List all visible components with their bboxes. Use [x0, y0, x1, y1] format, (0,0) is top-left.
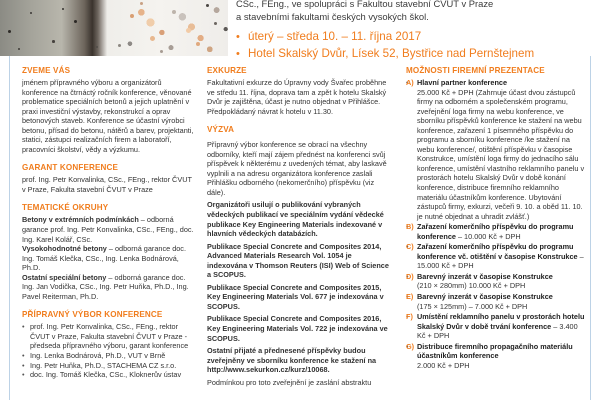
guarantor-body: prof. Ing. Petr Konvalinka, CSc., FEng., rektor ČVUT v Praze, Fakulta stavební ČVUT v Praze: [22, 175, 192, 194]
content-columns: [0, 56, 600, 400]
option-letter: • A): [406, 78, 414, 87]
bullet-icon: •: [236, 48, 240, 61]
invite-heading: ZVEME VÁS: [22, 66, 71, 75]
list-item: • doc. Ing. Tomáš Klečka, CSc., Kloknerův ústav: [22, 370, 196, 380]
option-title: Distribuce firemního propagačního materiálu účastníkům konference: [417, 341, 573, 361]
header-band: [0, 0, 600, 61]
option-title: Barevný inzerát v časopise Konstrukce: [417, 271, 553, 281]
event-date: úterý – středa 10. – 11. října 2017: [248, 30, 422, 44]
topics-heading: TEMATICKÉ OKRUHY: [22, 203, 109, 213]
option-title: Barevný inzerát v časopise Konstrukce: [417, 292, 553, 302]
option-title: Umístění reklamního panelu v prostorách hotelu Skalský Dvůr v době trvání konference: [417, 312, 585, 331]
sponsorship-heading: MOŽNOSTI FIREMNÍ PREZENTACE: [406, 66, 545, 75]
header-text-block: [236, 0, 600, 64]
option-description: – 3.400 Kč + DPH: [417, 321, 578, 341]
list-item: • Ing. Petr Huňka, Ph.D., STACHEMA CZ s.r.o.: [22, 361, 196, 371]
option-description: 2.000 Kč + DPH: [417, 360, 470, 370]
concrete-cross-section-photo: [0, 0, 228, 56]
sponsorship-option: [406, 292, 586, 311]
topic-title: Vysokohodnotné betony: [22, 244, 107, 254]
option-description: – 10.000 Kč + DPH: [455, 231, 521, 241]
sponsorship-option: [406, 312, 586, 341]
sponsorship-options-list: [406, 78, 586, 370]
column-right: [406, 65, 586, 371]
option-letter: • G): [406, 341, 415, 351]
column-left: [22, 65, 196, 380]
option-title: Hlavní partner konference: [417, 78, 508, 87]
option-description: (175 × 125mm) – 7.000 Kč + DPH: [417, 301, 528, 311]
publication-note-6: Podmínkou pro toto zveřejnění je zaslání abstraktu: [207, 377, 372, 387]
excursion-note: Předpokládaný návrat k hotelu v 11.30.: [207, 106, 334, 116]
organizer-line-2: a stavebními fakultami českých vysokých škol.: [236, 11, 429, 23]
topic-detail: – odborná garance doc. Ing. Tomáš Klečka, CSc., Ing. Lenka Bodnárová, Ph.D.: [22, 244, 186, 273]
option-description: – 15.000 Kč + DPH: [417, 251, 584, 271]
topic-detail: – odborná garance prof. Ing. Petr Konvalinka, CSc., FEng., doc. Ing. Karel Kolář, CSc.: [22, 215, 194, 244]
publication-note-1: Organizátoři usilují o publikování vybraných vědeckých publikací ve speciálním vydání vědecké publikace Key Engineering Materials indexované v hlavních vědeckých databázích.: [207, 200, 384, 239]
option-letter: • C): [406, 242, 414, 252]
call-heading: VÝZVA: [207, 125, 235, 135]
sponsorship-option: [406, 272, 586, 291]
option-letter: • F): [406, 312, 413, 322]
topic-title: Betony v extrémních podmínkách: [22, 215, 139, 225]
option-description: 25.000 Kč + DPH (Zahrnuje účast dvou zástupců firmy na odborném a společenském programu, zveřejnění loga firmy na webu konference, ve sborníku příspěvků konference ke stažení na webu konference, zařazení 1 písemného příspěvku do programu a sborníku konference /ke stažení na webu konference/, otištění příspěvku v časopise Konstrukce, umístění loga firmy do jednacího sálu konference, umístění vlastního reklamního panelu v prostorách hotelu Skalský Dvůr v době konání konference, distribuce firemního reklamního materiálu účastníkům konference. Ubytování zástupců firmy, exkurzi, večeři 9. 10. a oběd 11. 10. je nutné objednat a uhradit zvlášť.): [417, 87, 585, 221]
publication-note-3: Publikace Special Concrete and Composites 2015, Key Engineering Materials Vol. 677 je indexována v SCOPUS.: [207, 282, 384, 311]
topic-item: [22, 273, 196, 302]
committee-heading: PŘÍPRAVNÝ VÝBOR KONFERENCE: [22, 310, 163, 320]
committee-list: [22, 322, 196, 379]
list-item: • Ing. Lenka Bodnárová, Ph.D., VUT v Brně: [22, 351, 196, 361]
option-title: Zařazení komerčního příspěvku do programu konference vč. otištění v časopise Konstrukce: [417, 242, 578, 261]
option-letter: • B): [406, 222, 414, 232]
topic-title: Ostatní speciální betony: [22, 272, 107, 282]
invite-body: jménem přípravného výboru a organizátorů konference na čtrnáctý ročník konference, věnované problematice speciálních betonů a jejich uplatnění v praxi investiční výstavby, rekonstrukcí a oprav betonových staveb. Konference se účastní výrobci betonu, přísad do betonu, nátěrů a barev, projektanti, statici, zástupci realizačních firem a laboratoří, pracovníci školství, vědy a výzkumu.: [22, 78, 194, 154]
bullet-icon: •: [236, 31, 240, 44]
publication-note-2: Publikace Special Concrete and Composites 2014, Advanced Materials Research Vol. 1054 je indexována v Thomson Reuters (ISI) Web of Science a SCOPUS.: [207, 241, 389, 280]
event-date-row: [236, 30, 600, 44]
publication-note-4: Publikace Special Concrete and Composites 2016, Key Engineering Materials Vol. 722 je indexována ve SCOPUS.: [207, 314, 388, 343]
sponsorship-option: [406, 78, 586, 221]
organizer-line-1: CSc., FEng., ve spolupráci s Fakultou stavební ČVUT v Praze: [236, 0, 494, 9]
sponsorship-option: [406, 242, 586, 271]
option-title: Zařazení komerčního příspěvku do programu konference: [417, 222, 574, 241]
sponsorship-option: [406, 342, 586, 371]
left-rule: [9, 56, 10, 400]
event-venue: Hotel Skalský Dvůr, Lísek 52, Bystřice nad Pernštejnem: [248, 47, 535, 61]
option-description: (210 × 280mm) 10.000 Kč + DPH: [417, 281, 526, 291]
option-letter: • E): [406, 292, 414, 302]
call-body: Přípravný výbor konference se obrací na všechny odborníky, kteří mají zájem přednést na konferenci svůj příspěvek k některému z uvedených témat, aby laskavě vyplnili a na adresu organizátora konference zaslali Přihlášku odborného (nekomerčního) příspěvku (viz dále).: [207, 140, 387, 197]
excursion-body: Fakultativní exkurze do Úpravny vody Švařec proběhne ve středu 11. října, doprava tam a zpět k hotelu Skalský Dvůr je zajištěna, účast je nutno objednat v Přihlášce.: [207, 78, 387, 107]
list-item: • prof. Ing. Petr Konvalinka, CSc., FEng., rektor ČVUT v Praze, Fakulta stavební ČVUT v Praze - předseda přípravného výboru, garant konference: [22, 322, 196, 351]
right-rule: [590, 56, 591, 400]
topic-detail: – odborná garance doc. Ing. Jan Vodička, CSc., Ing. Petr Huňka, Ph.D., Ing. Pavel Reiterman, Ph.D.: [22, 272, 189, 301]
excursion-heading: EXKURZE: [207, 66, 247, 75]
column-middle: [207, 65, 393, 387]
sponsorship-option: [406, 222, 586, 241]
guarantor-heading: GARANT KONFERENCE: [22, 163, 119, 173]
option-letter: • D): [406, 271, 414, 281]
topic-item: [22, 244, 196, 273]
publication-note-5: Ostatní přijaté a přednesené příspěvky budou zveřejněny ve sborníku konference ke stažení na http://www.sekurkon.cz/kurz/10068.: [207, 346, 377, 375]
topic-item: [22, 215, 196, 244]
